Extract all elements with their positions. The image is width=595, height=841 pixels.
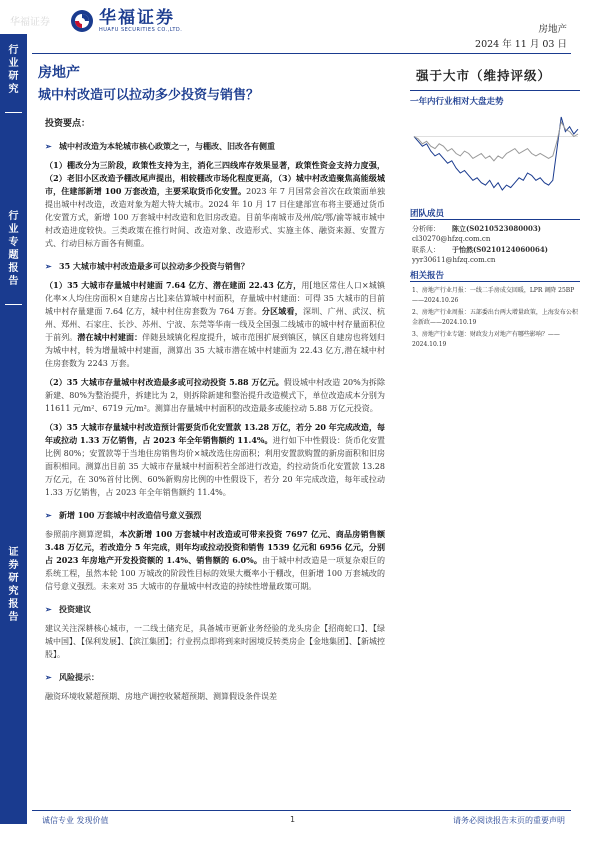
paragraph-policy bbox=[45, 159, 385, 250]
right-divider bbox=[410, 219, 580, 220]
bullet-arrow-icon: ➢ bbox=[45, 261, 52, 271]
paragraph-risk: 融资环境收紧超预期、房地产调控收紧超预期、测算假设条件误差 bbox=[45, 692, 277, 701]
side-bar bbox=[0, 34, 27, 824]
paragraph-signal-body: 由于城中村改造是一项复杂艰巨的系统工程，虽然本轮 100 万城改的阶段性目标的效果大概率小于棚改，但新增 100 万套城改的信号意义强烈。未来对 35 大城市的存量城中村改造的持续性增量政策可期。 bbox=[45, 556, 385, 591]
page-number: 1 bbox=[290, 815, 296, 824]
rating-label: 强于大市（维持评级） bbox=[416, 68, 552, 83]
team-heading: 团队成员 bbox=[410, 209, 445, 219]
section-1-title: 城中村改造为本轮城市核心政策之一，与棚改、旧改各有侧重 bbox=[59, 141, 275, 151]
bullet-arrow-icon: ➢ bbox=[45, 510, 52, 520]
right-divider bbox=[410, 90, 580, 91]
paragraph-sales-lead: （3）35 大城市存量城中村改造预计需要货币化安置款 13.28 万亿，若分 20 年完成改造，每年或拉动 1.33 万亿销售，占 2023 年全年销售额约 11.4%。 bbox=[45, 422, 385, 445]
header-date: 2024 年 11 月 03 日 bbox=[475, 39, 567, 50]
paragraph-area-potential: 伴随县域镇化程度提升，城市范围扩展到镇区，镇区自建房也将划归为城中村，转为增量城中村建面，测算出 35 大城市潜在城中村建面为 22.43 亿方,潜在城中村住房套数为 2243 万套。 bbox=[45, 333, 385, 368]
paragraph-signal bbox=[45, 528, 385, 593]
paragraph-policy-body: 2023 年 7 月国常会首次在政策面单独提出城中村改造，改造对象为超大特大城市。2024 年 10 月 17 日住建部宣布将主要通过货币化安置方式，新增 100 万套城中村改造和危旧房改造。目前华南城市及州/皖/鄂/渝等城市城中村改造进度较快。三类政策在推行时间、改造对象、改造形式、实施主体、融资来源、安置方式、行动目标方面各有侧重。 bbox=[45, 187, 385, 248]
paragraph-area-region-label: 分区域看， bbox=[261, 306, 303, 316]
brand-logo bbox=[70, 9, 182, 33]
side-tag-securities: 证 券 研 究 报 告 bbox=[8, 547, 19, 623]
paragraph-area-lead: （1）35 大城市存量城中村建面 7.64 亿方、潜在建面 22.43 亿方， bbox=[45, 280, 302, 290]
related-report-3[interactable]: 3、房地产行业专题：财政发力对地产有哪些影响？——2024.10.19 bbox=[412, 331, 560, 348]
relative-trend-chart bbox=[410, 111, 582, 196]
analyst-2-name: 于怡然(S0210124060064) bbox=[452, 245, 548, 254]
main-content bbox=[45, 140, 385, 703]
paragraph-area-stock: 可得 35 大城市的目前城中村存量建面 7.64 亿方，城中村住房套数为 764 万套。 bbox=[45, 294, 385, 316]
analyst-block bbox=[412, 224, 548, 265]
side-tag-topic: 行 业 专 题 报 告 bbox=[8, 211, 19, 287]
brand-name-cn: 华福证券 bbox=[99, 8, 175, 28]
related-report-1[interactable]: 1、房地产行业月报：一线二手房成交回暖，LPR 调降 25BP——2024.10.26 bbox=[412, 287, 575, 304]
analyst-1-name: 陈立(S0210523080003) bbox=[452, 224, 541, 233]
bullet-arrow-icon: ➢ bbox=[45, 604, 52, 614]
key-points-heading: 投资要点： bbox=[45, 119, 91, 129]
report-sector: 房地产 bbox=[38, 65, 80, 81]
brand-logo-icon bbox=[70, 9, 94, 33]
section-4-title: 投资建议 bbox=[59, 604, 91, 614]
paragraph-sales bbox=[45, 421, 385, 499]
related-report-2[interactable]: 2、房地产行业周报：五部委出台两大增量政策，上海发布公积金新政——2024.10.19 bbox=[412, 309, 578, 326]
header-sector: 房地产 bbox=[538, 24, 567, 35]
paragraph-investment bbox=[45, 376, 385, 415]
analyst-2-email: yyr30611@hfzq.com.cn bbox=[412, 256, 496, 264]
chart-series-line-2 bbox=[414, 122, 578, 161]
section-5-heading bbox=[45, 671, 385, 684]
section-1-heading bbox=[45, 140, 385, 153]
watermark-text: 华福证券 bbox=[10, 17, 50, 28]
analyst-1-email: cl30270@hfzq.com.cn bbox=[412, 235, 491, 243]
section-2-heading bbox=[45, 260, 385, 273]
section-4-heading bbox=[45, 603, 385, 616]
footer-divider bbox=[32, 810, 571, 811]
footer-slogan: 诚信专业 发现价值 bbox=[42, 816, 109, 825]
side-divider bbox=[5, 112, 22, 113]
section-2-title: 35 大城市城中村改造最多可以拉动多少投资与销售？ bbox=[59, 261, 249, 271]
section-3-title: 新增 100 万套城中村改造信号意义强烈 bbox=[59, 510, 202, 520]
bullet-arrow-icon: ➢ bbox=[45, 141, 52, 151]
paragraph-investment-body: 假设城中村改造 20%为拆除新建、80%为整治提升，拆建比为 2，则拆除新建和整治提升改造模式下，单位改造成本分别为 11611 元/m²、6719 元/m²。测算出存量城中村面积的改造最多或能拉动 5.88 万亿元投资。 bbox=[45, 378, 385, 413]
analyst-2-role: 联系人： bbox=[412, 246, 440, 254]
report-title: 城中村改造可以拉动多少投资与销售？ bbox=[38, 88, 260, 103]
header-divider bbox=[32, 53, 571, 54]
paragraph-area bbox=[45, 279, 385, 370]
side-tag-research: 行 业 研 究 bbox=[8, 45, 19, 95]
paragraph-area-region: 深圳、广州、武汉、杭州、郑州、石家庄、长沙、苏州、宁波、东莞等华南一线及全国强二线城市的城中村存量面积位于前列。 bbox=[45, 307, 385, 342]
bullet-arrow-icon: ➢ bbox=[45, 672, 52, 682]
paragraph-sales-body: 进行如下中性假设：货币化安置比例 80%；安置款等于当地住房销售均价×城改选住房面积；利用安置款购置的新房面积和旧房面积相同。测算出目前 35 大城市存量城中村面积若全部进行改造，约拉动货币化安置款 13.28 万亿元，在 30%首付比例、60%新购房比例的中性假设下，若分 20 年完成改造，每年或拉动 1.33 万亿销售，占 2023 年全年销售额约 11.4%。 bbox=[45, 436, 385, 497]
right-divider bbox=[410, 281, 580, 282]
paragraph-investment-lead: （2）35 大城市存量城中村改造最多或可拉动投资 5.88 万亿元。 bbox=[45, 377, 284, 387]
section-5-title: 风险提示： bbox=[59, 672, 99, 682]
paragraph-signal-intro: 参照前序测算逻辑， bbox=[45, 530, 120, 539]
paragraph-signal-estimate: 本次新增 100 万套城中村改造或可带来投资 7697 亿元、商品房销售额 3.48 万亿元，若改造分 5 年完成，则年均或拉动投资和销售 1539 亿元和 6956 亿元，分别占 2023 年房地产开发投资额的 1.4%、销售额的 6.0%。 bbox=[45, 529, 385, 565]
paragraph-area-potential-label: 潜在城中村建面： bbox=[77, 332, 143, 342]
side-divider bbox=[5, 304, 22, 305]
chart-title: 一年内行业相对大盘走势 bbox=[410, 97, 504, 107]
footer-disclaimer: 请务必阅读报告末页的重要声明 bbox=[453, 816, 565, 825]
brand-name-en: HUAFU SECURITIES CO.,LTD. bbox=[99, 27, 183, 33]
analyst-1-role: 分析师： bbox=[412, 225, 440, 233]
related-heading: 相关报告 bbox=[410, 271, 445, 281]
paragraph-policy-lead: （1）棚改分为三阶段，政策性支持为主，消化三四线库存效果显著，政策性资金支持力度强，（2）老旧小区改造予棚改尾声提出，相较棚改市场化程度更高，（3）城中村改造聚焦高能级城市，住建部新增 100 万套改造，主要采取货币化安置。 bbox=[45, 160, 385, 196]
paragraph-area-method: 用[地区常住人口×城镇化率×人均住房面积×自建房占比]来估算城中村面积，存量城中村建面： bbox=[45, 281, 385, 303]
section-3-heading bbox=[45, 509, 385, 522]
paragraph-advice: 建议关注深耕核心城市，一二线土储充足，具备城市更新业务经验的龙头房企【招商蛇口】、【绿城中国】、【保利发展】、【滨江集团】；行业拐点即将到来时困境反转类房企【金地集团】、【新城控股】。 bbox=[45, 624, 385, 659]
